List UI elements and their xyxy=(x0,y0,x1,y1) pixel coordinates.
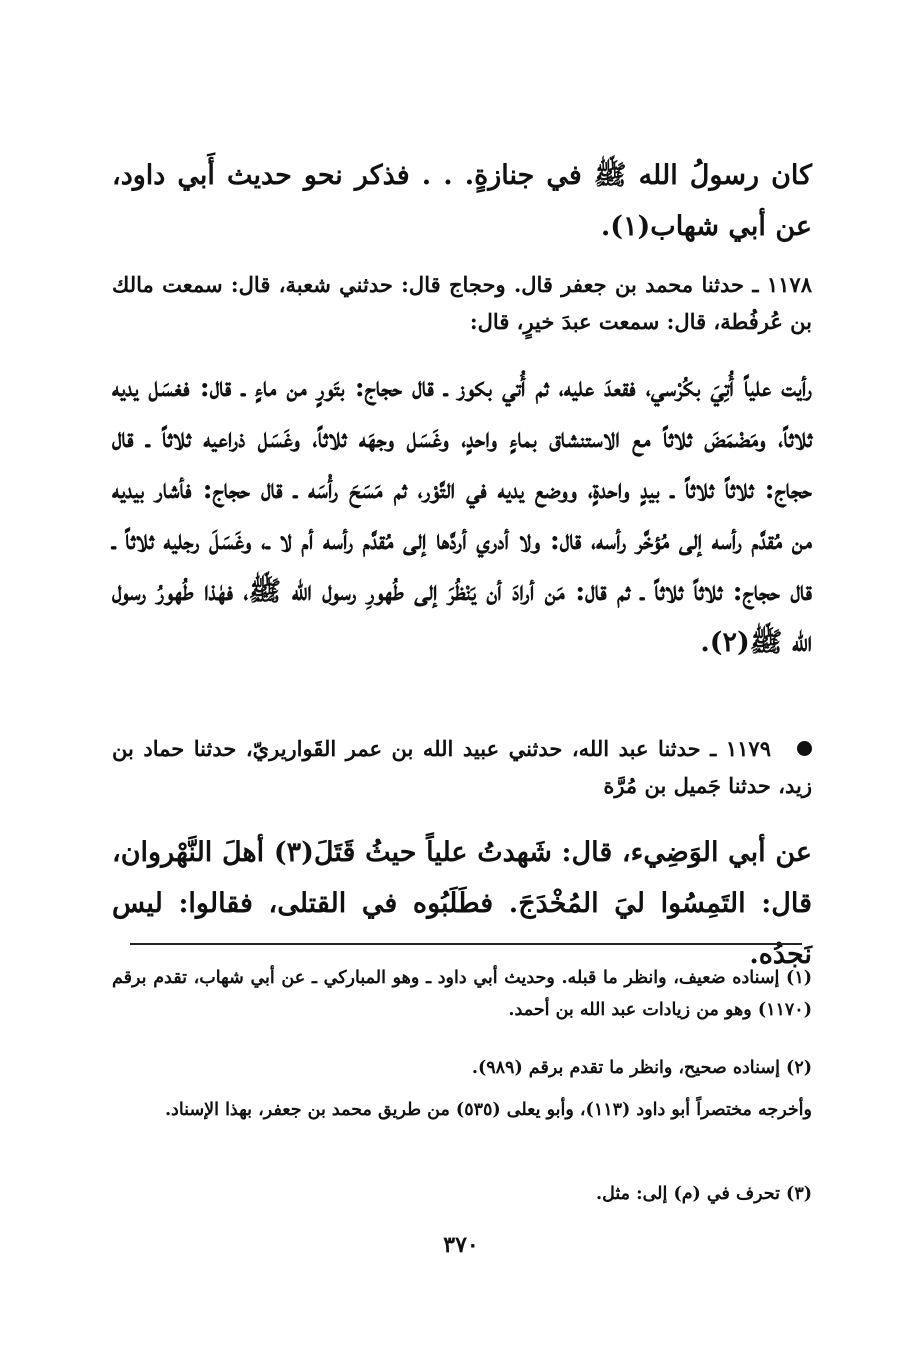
hadith-1178-text: رأيت علياً أُتِيَ بكُرْسي، فقعدَ عليه، ثم أُتي بكوز ـ قال حجاج: بتَورٍ من ماءٍ ـ قال: فغسَل يديه ثلاثاً، ومَضْمَضَ ثلاثاً مع الاستنشاق بماءٍ واحدٍ، وغَسَل وجهَه ثلاثاً، وغَسَل ذراعيه ثلاثاً ـ قال حجاج: ثلاثاً ثلاثاً ـ بيدٍ واحدةٍ، ووضع يديه في التَّوْر، ثم مَسَحَ رأْسَه ـ قال حجاج: فأشار بيديه من مُقدَّم رأسه إلى مُؤخَّر رأسه، قال: ولا أدري أردَّها إلى مُقدَّم رأسه أم لا ـ، وغَسَلَ رجليه ثلاثاً ـ قال حجاج: ثلاثاً ثلاثاً ـ ثم قال: مَن أرادَ أن يَنْظُرَ إلى طُهورِ رسول الله ﷺ، فهٰذا طُهورُ رسول الله ﷺ(٢). xyxy=(112,372,812,658)
paragraph-continuation: كان رسولُ الله ﷺ في جنازةٍ. . . فذكر نحو حديث أَبي داود، عن أبي شهاب(١). xyxy=(112,160,812,242)
footnote-1: (١) إسناده ضعيف، وانظر ما قبله. وحديث أبي داود ـ وهو المباركي ـ عن أبي شهاب، تقدم برقم (١١٧٠) وهو من زيادات عبد الله بن أحمد. xyxy=(112,968,812,1020)
footnote-2: (٢) إسناده صحيح، وانظر ما تقدم برقم (٩٨٩). xyxy=(471,1058,812,1078)
hadith-1178-isnad: ١١٧٨ ـ حدثنا محمد بن جعفر قال. وحجاج قال: حدثني شعبة، قال: سمعت مالك بن عُرفُطة، قال: سمعت عبدَ خيرٍ، قال: xyxy=(112,272,812,334)
hadith-1179-isnad xyxy=(112,730,812,804)
footnote-divider xyxy=(130,943,802,945)
footnote-3: (٣) تحرف في (م) إلى: مثل. xyxy=(596,1184,812,1204)
hadith-marker-dot xyxy=(797,741,812,756)
footnote-2-continuation: وأخرجه مختصراً أبو داود (١١٣)، وأبو يعلى (٥٣٥) من طريق محمد بن جعفر، بهذا الإسناد. xyxy=(164,1100,812,1120)
page-number: ٣٧٠ xyxy=(443,1232,479,1258)
hadith-1179-isnad-text: ١١٧٩ ـ حدثنا عبد الله، حدثني عبيد الله بن عمر القَواريريّ، حدثنا حماد بن زيد، حدثنا جَميل بن مُرَّة xyxy=(112,736,812,798)
hadith-1179-text: عن أبي الوَضِيء، قال: شَهدتُ علياً حيثُ قَتَلَ(٣) أهلَ النَّهْروان، قال: التَمِسُوا ليَ المُخْدَجَ. فطَلَبُوه في القتلى، فقالوا: ليس نَجدُه. xyxy=(112,837,812,970)
